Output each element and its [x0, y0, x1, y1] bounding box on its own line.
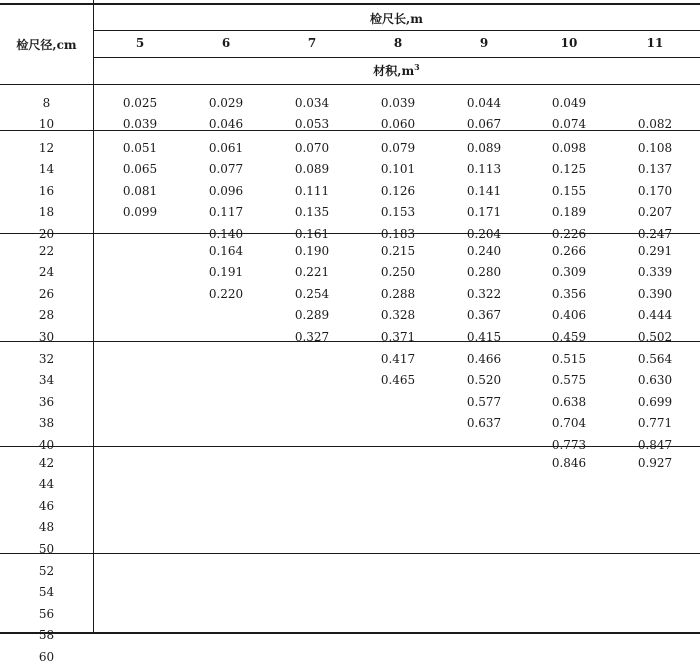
length-value: 8 — [393, 36, 403, 50]
volume-cell: 0.322 — [466, 286, 502, 301]
diameter-cell: 40 — [38, 437, 55, 452]
diameter-cell: 22 — [38, 244, 55, 258]
length-value: 11 — [646, 36, 664, 50]
volume-header — [93, 62, 700, 79]
volume-cell: 0.773 — [551, 437, 587, 452]
volume-cell: 0.564 — [637, 352, 673, 366]
volume-cell: 0.309 — [551, 265, 587, 280]
volume-cell: 0.328 — [380, 308, 416, 323]
length-value: 10 — [560, 36, 578, 50]
diameter-cell: 42 — [38, 456, 55, 470]
length-header-label: 检尺长,m — [370, 12, 423, 26]
volume-cell: 0.171 — [466, 205, 502, 220]
diameter-cell: 24 — [38, 265, 55, 280]
volume-cell: 0.164 — [208, 244, 244, 258]
volume-cell: 0.025 — [122, 96, 158, 110]
volume-cell: 0.465 — [380, 373, 416, 388]
volume-cell: 0.101 — [380, 162, 416, 177]
volume-cell: 0.846 — [551, 456, 587, 470]
diameter-cell: 8 — [42, 96, 51, 110]
volume-cell: 0.226 — [551, 226, 587, 241]
volume-cell: 0.155 — [551, 183, 587, 198]
volume-cell: 0.099 — [122, 205, 158, 220]
volume-cell: 0.039 — [122, 117, 158, 132]
volume-cell: 0.415 — [466, 329, 502, 344]
length-value: 5 — [135, 36, 145, 50]
volume-cell: 0.406 — [551, 308, 587, 323]
volume-cell: 0.266 — [551, 244, 587, 258]
diameter-cell: 48 — [38, 520, 55, 535]
volume-cell: 0.466 — [466, 352, 502, 366]
volume-cell: 0.079 — [380, 141, 416, 155]
volume-cell: 0.327 — [294, 329, 330, 344]
bottom-rule — [0, 632, 700, 634]
diameter-cell: 38 — [38, 416, 55, 431]
volume-cell: 0.927 — [637, 456, 673, 470]
volume-unit-sup: 3 — [414, 62, 420, 72]
volume-cell: 0.140 — [208, 226, 244, 241]
volume-cell: 0.189 — [551, 205, 587, 220]
diameter-cell: 30 — [38, 329, 55, 344]
stub-column-rule — [93, 0, 94, 634]
volume-cell: 0.771 — [637, 416, 673, 431]
volume-cell: 0.098 — [551, 141, 587, 155]
diameter-cell: 44 — [38, 477, 55, 492]
diameter-cell: 46 — [38, 498, 55, 513]
volume-cell: 0.250 — [380, 265, 416, 280]
diameter-header — [0, 36, 93, 53]
volume-cell: 0.502 — [637, 329, 673, 344]
group-rule — [0, 553, 700, 554]
diameter-cell: 20 — [38, 226, 55, 241]
volume-cell: 0.638 — [551, 394, 587, 409]
volume-cell: 0.161 — [294, 226, 330, 241]
volume-cell: 0.577 — [466, 394, 502, 409]
volume-cell: 0.067 — [466, 117, 502, 132]
volume-cell: 0.515 — [551, 352, 587, 366]
volume-cell: 0.221 — [294, 265, 330, 280]
volume-cell: 0.113 — [466, 162, 502, 177]
diameter-cell: 60 — [38, 649, 55, 664]
volume-cell: 0.089 — [294, 162, 330, 177]
volume-cell: 0.141 — [466, 183, 502, 198]
diameter-cell: 10 — [38, 117, 55, 132]
volume-cell: 0.039 — [380, 96, 416, 110]
diameter-cell: 58 — [38, 628, 55, 643]
length-header — [93, 10, 700, 27]
volume-cell: 0.459 — [551, 329, 587, 344]
volume-cell: 0.247 — [637, 226, 673, 241]
volume-cell: 0.170 — [637, 183, 673, 198]
volume-cell: 0.288 — [380, 286, 416, 301]
length-value: 7 — [307, 36, 317, 50]
volume-cell: 0.207 — [637, 205, 673, 220]
volume-cell: 0.051 — [122, 141, 158, 155]
volume-cell: 0.520 — [466, 373, 502, 388]
volume-cell: 0.081 — [122, 183, 158, 198]
diameter-cell: 34 — [38, 373, 55, 388]
diameter-cell: 32 — [38, 352, 55, 366]
volume-cell: 0.390 — [637, 286, 673, 301]
volume-cell: 0.630 — [637, 373, 673, 388]
volume-cell: 0.371 — [380, 329, 416, 344]
length-values-rule — [93, 57, 700, 58]
volume-cell: 0.254 — [294, 286, 330, 301]
volume-cell: 0.135 — [294, 205, 330, 220]
volume-cell: 0.637 — [466, 416, 502, 431]
volume-cell: 0.204 — [466, 226, 502, 241]
volume-cell: 0.367 — [466, 308, 502, 323]
volume-cell: 0.291 — [637, 244, 673, 258]
volume-cell: 0.356 — [551, 286, 587, 301]
length-value: 9 — [479, 36, 489, 50]
volume-cell: 0.240 — [466, 244, 502, 258]
volume-cell: 0.044 — [466, 96, 502, 110]
volume-cell: 0.220 — [208, 286, 244, 301]
diameter-cell: 18 — [38, 205, 55, 220]
length-value: 6 — [221, 36, 231, 50]
header-bottom-rule — [0, 84, 700, 85]
diameter-cell: 12 — [38, 141, 55, 155]
top-rule — [0, 3, 700, 5]
volume-cell: 0.077 — [208, 162, 244, 177]
volume-cell: 0.089 — [466, 141, 502, 155]
volume-cell: 0.339 — [637, 265, 673, 280]
diameter-cell: 26 — [38, 286, 55, 301]
volume-cell: 0.034 — [294, 96, 330, 110]
volume-cell: 0.289 — [294, 308, 330, 323]
diameter-cell: 28 — [38, 308, 55, 323]
volume-cell: 0.046 — [208, 117, 244, 132]
diameter-cell: 52 — [38, 564, 55, 578]
diameter-cell: 14 — [38, 162, 55, 177]
volume-cell: 0.061 — [208, 141, 244, 155]
volume-cell: 0.125 — [551, 162, 587, 177]
volume-cell: 0.108 — [637, 141, 673, 155]
volume-cell: 0.699 — [637, 394, 673, 409]
volume-cell: 0.053 — [294, 117, 330, 132]
diameter-cell: 16 — [38, 183, 55, 198]
volume-cell: 0.070 — [294, 141, 330, 155]
volume-cell: 0.847 — [637, 437, 673, 452]
diameter-header-label: 检尺径,cm — [16, 38, 77, 52]
volume-cell: 0.575 — [551, 373, 587, 388]
diameter-cell: 50 — [38, 541, 55, 556]
volume-cell: 0.704 — [551, 416, 587, 431]
volume-cell: 0.444 — [637, 308, 673, 323]
volume-cell: 0.280 — [466, 265, 502, 280]
volume-cell: 0.074 — [551, 117, 587, 132]
volume-cell: 0.137 — [637, 162, 673, 177]
volume-cell: 0.183 — [380, 226, 416, 241]
volume-cell: 0.049 — [551, 96, 587, 110]
volume-cell: 0.060 — [380, 117, 416, 132]
volume-cell: 0.153 — [380, 205, 416, 220]
volume-cell: 0.029 — [208, 96, 244, 110]
volume-cell: 0.117 — [208, 205, 244, 220]
volume-cell: 0.096 — [208, 183, 244, 198]
diameter-cell: 56 — [38, 606, 55, 621]
volume-cell: 0.190 — [294, 244, 330, 258]
volume-cell: 0.111 — [294, 183, 330, 198]
volume-cell: 0.082 — [637, 117, 673, 132]
diameter-cell: 36 — [38, 394, 55, 409]
volume-cell: 0.065 — [122, 162, 158, 177]
volume-cell: 0.417 — [380, 352, 416, 366]
volume-header-label: 材积,m — [373, 64, 415, 78]
diameter-cell: 54 — [38, 585, 55, 600]
volume-cell: 0.191 — [208, 265, 244, 280]
length-header-rule — [93, 30, 700, 31]
volume-cell: 0.126 — [380, 183, 416, 198]
volume-cell: 0.215 — [380, 244, 416, 258]
